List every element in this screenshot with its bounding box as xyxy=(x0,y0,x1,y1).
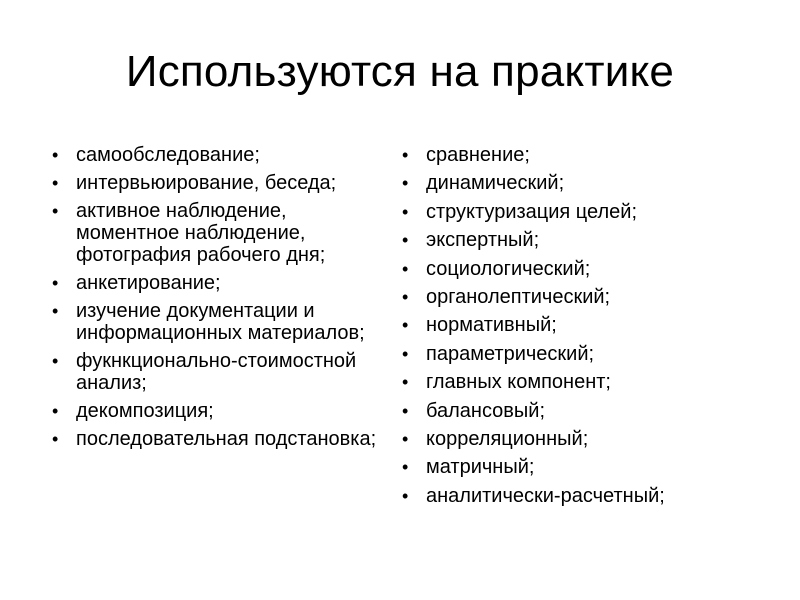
bullet-icon: • xyxy=(402,343,409,364)
list-item-text: декомпозиция; xyxy=(76,400,214,422)
list-item-text: изучение документации и информационных материалов; xyxy=(76,300,365,344)
list-item xyxy=(52,350,392,394)
list-item xyxy=(402,144,762,166)
list-item xyxy=(402,172,762,194)
bullet-icon: • xyxy=(52,201,59,221)
list-item xyxy=(52,428,392,450)
list-item-text: последовательная подстановка; xyxy=(76,428,377,450)
bullet-icon: • xyxy=(402,315,409,336)
bullet-icon: • xyxy=(402,457,409,478)
right-bullet-list xyxy=(402,144,762,513)
bullet-icon: • xyxy=(52,401,59,421)
bullet-icon: • xyxy=(402,485,409,506)
bullet-icon: • xyxy=(52,301,59,321)
list-item xyxy=(402,428,762,450)
list-item xyxy=(402,314,762,336)
list-item xyxy=(402,371,762,393)
list-item xyxy=(52,200,392,266)
list-item-text: корреляционный; xyxy=(426,427,589,450)
bullet-icon: • xyxy=(402,286,409,307)
list-item xyxy=(402,343,762,365)
bullet-icon: • xyxy=(402,173,409,194)
list-item-text: главных компонент; xyxy=(426,371,611,394)
bullet-icon: • xyxy=(52,273,59,293)
list-item xyxy=(52,400,392,422)
list-item-text: органолептический; xyxy=(426,285,611,308)
bullet-icon: • xyxy=(402,145,409,165)
list-item xyxy=(52,300,392,344)
bullet-icon: • xyxy=(52,173,59,193)
list-item xyxy=(402,485,762,507)
list-item-text: анкетирование; xyxy=(76,272,221,294)
list-item-text: социологический; xyxy=(426,257,591,280)
list-item xyxy=(402,258,762,280)
list-item xyxy=(402,456,762,478)
list-item xyxy=(52,272,392,294)
list-item-text: самообследование; xyxy=(76,144,260,166)
bullet-icon: • xyxy=(52,351,59,371)
list-item-text: параметрический; xyxy=(426,342,595,365)
bullet-icon: • xyxy=(52,145,59,165)
list-item-text: экспертный; xyxy=(426,229,540,252)
list-item-text: нормативный; xyxy=(426,314,557,337)
bullet-icon: • xyxy=(402,372,409,393)
bullet-icon: • xyxy=(402,428,409,449)
list-item-text: аналитически-расчетный; xyxy=(426,484,665,507)
list-item xyxy=(402,400,762,422)
list-item xyxy=(402,201,762,223)
left-bullet-list xyxy=(52,144,392,456)
list-item-text: фукнкционально-стоимостной анализ; xyxy=(76,350,357,394)
list-item xyxy=(52,144,392,166)
bullet-icon: • xyxy=(402,230,409,251)
list-item-text: интервьюирование, беседа; xyxy=(76,172,337,194)
list-item-text: активное наблюдение, моментное наблюдение, фотография рабочего дня; xyxy=(76,200,326,266)
list-item-text: матричный; xyxy=(426,456,535,479)
list-item xyxy=(402,229,762,251)
bullet-icon: • xyxy=(402,258,409,279)
slide-title: Используются на практике xyxy=(125,47,675,96)
list-item-text: динамический; xyxy=(426,172,565,195)
bullet-icon: • xyxy=(402,400,409,421)
list-item xyxy=(52,172,392,194)
list-item xyxy=(402,286,762,308)
list-item-text: сравнение; xyxy=(426,144,530,166)
bullet-icon: • xyxy=(402,201,409,222)
list-item-text: балансовый; xyxy=(426,399,546,422)
list-item-text: структуризация целей; xyxy=(426,200,638,223)
bullet-icon: • xyxy=(52,429,59,449)
